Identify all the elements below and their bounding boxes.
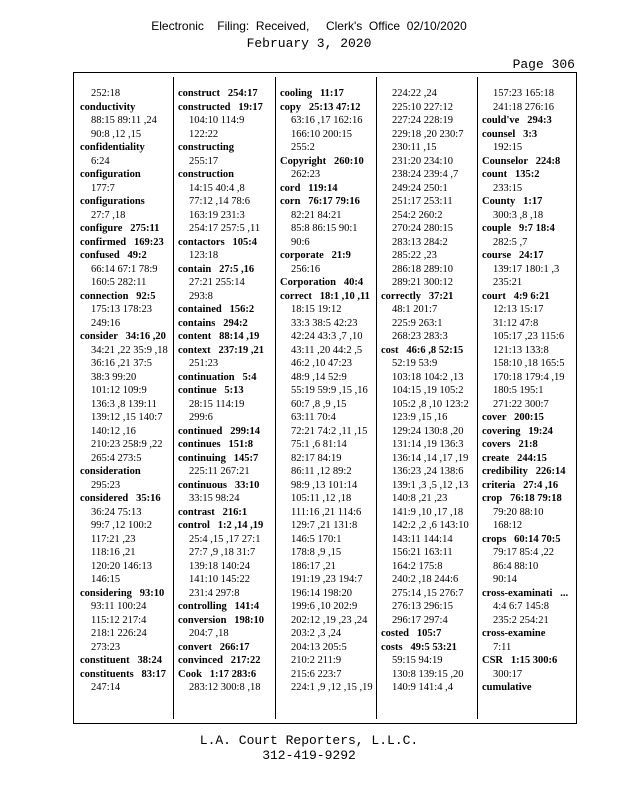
index-reference: 86:4 88:10 xyxy=(493,560,539,572)
index-reference: 268:23 283:3 xyxy=(392,331,448,342)
index-reference: 254:2 260:2 xyxy=(392,209,443,221)
index-reference: 111:16 ,21 114:6 xyxy=(291,506,362,518)
index-reference: 293:8 xyxy=(189,290,213,302)
index-reference: 63:11 70:4 xyxy=(291,412,336,423)
column-divider xyxy=(477,77,478,719)
index-reference: 93:11 100:24 xyxy=(91,601,147,612)
index-reference: 7:11 xyxy=(493,641,512,653)
index-reference: 4:4 6:7 145:8 xyxy=(493,601,550,612)
index-term: cross-examinati ... xyxy=(482,587,569,599)
index-term: costs 49:5 53:21 xyxy=(381,641,457,653)
index-reference: 186:17 ,21 xyxy=(291,560,336,572)
index-term: cost 46:6 ,8 52:15 xyxy=(381,344,464,356)
index-reference: 192:15 xyxy=(493,142,523,153)
index-reference: 247:14 xyxy=(91,682,121,693)
index-reference: 123:18 xyxy=(189,250,219,261)
index-reference: 103:18 104:2 ,13 xyxy=(392,371,464,383)
index-reference: 104:15 ,19 105:2 xyxy=(392,385,464,396)
index-term: contactors 105:4 xyxy=(178,236,258,248)
index-term: constituent 38:24 xyxy=(80,655,162,666)
index-reference: 225:10 227:12 xyxy=(392,101,453,113)
index-reference: 289:21 300:12 xyxy=(392,277,453,288)
index-reference: 33:3 38:5 42:23 xyxy=(291,317,358,329)
index-reference: 168:12 xyxy=(493,520,523,531)
index-reference: 177:7 xyxy=(91,182,115,194)
index-reference: 79:20 88:10 xyxy=(493,506,544,518)
index-reference: 115:12 217:4 xyxy=(91,614,147,626)
index-reference: 235:21 xyxy=(493,277,523,288)
index-reference: 170:18 179:4 ,19 xyxy=(493,371,565,383)
index-term: configure 275:11 xyxy=(80,223,160,234)
index-reference: 300:3 ,8 ,18 xyxy=(493,209,544,221)
index-reference: 225:11 267:21 xyxy=(189,466,250,477)
index-reference: 210:2 211:9 xyxy=(291,655,342,666)
index-reference: 90:8 ,12 ,15 xyxy=(91,128,142,140)
index-reference: 28:15 114:19 xyxy=(189,398,245,410)
index-reference: 231:4 297:8 xyxy=(189,587,240,599)
index-reference: 255:2 xyxy=(291,142,315,153)
index-reference: 130:8 139:15 ,20 xyxy=(392,668,464,680)
filing-date: February 3, 2020 xyxy=(246,36,372,51)
index-reference: 36:16 ,21 37:5 xyxy=(91,358,152,369)
index-reference: 146:15 xyxy=(91,574,121,585)
index-reference: 199:6 ,10 202:9 xyxy=(291,601,358,612)
index-term: confidentiality xyxy=(80,142,145,153)
index-term: construct 254:17 xyxy=(178,88,258,99)
index-reference: 251:17 253:11 xyxy=(392,196,453,207)
index-reference: 262:23 xyxy=(291,169,321,180)
index-reference: 27:7 ,9 ,18 31:7 xyxy=(189,547,256,558)
index-reference: 34:21 ,22 35:9 ,18 xyxy=(91,344,168,356)
index-term: cross-examine xyxy=(482,628,546,639)
index-reference: 18:15 19:12 xyxy=(291,304,342,315)
index-reference: 105:2 ,8 ,10 123:2 xyxy=(392,398,469,410)
index-term: correctly 37:21 xyxy=(381,290,454,302)
index-reference: 164:2 175:8 xyxy=(392,560,443,572)
index-column-4 xyxy=(381,87,469,695)
index-term: counsel 3:3 xyxy=(482,128,538,140)
index-reference: 146:5 170:1 xyxy=(291,533,342,545)
index-term: constructing xyxy=(178,142,234,153)
index-term: County 1:17 xyxy=(482,196,543,207)
index-reference: 136:14 ,14 ,17 ,19 xyxy=(392,452,469,464)
index-term: consider 34:16 ,20 xyxy=(80,331,166,342)
index-reference: 88:15 89:11 ,24 xyxy=(91,115,157,126)
index-reference: 270:24 280:15 xyxy=(392,223,453,234)
index-reference: 140:8 ,21 ,23 xyxy=(392,493,448,504)
index-reference: 98:9 ,13 101:14 xyxy=(291,479,358,491)
index-reference: 52:19 53:9 xyxy=(392,358,438,369)
index-term: CSR 1:15 300:6 xyxy=(482,655,558,666)
index-reference: 255:17 xyxy=(189,155,219,167)
index-term: continuing 145:7 xyxy=(178,452,259,464)
index-reference: 72:21 74:2 ,11 ,15 xyxy=(291,425,368,437)
index-term: covers 21:8 xyxy=(482,439,538,450)
index-reference: 225:9 263:1 xyxy=(392,317,443,329)
index-term: confused 49:2 xyxy=(80,250,147,261)
index-reference: 240:2 ,18 244:6 xyxy=(392,574,459,585)
index-reference: 218:1 226:24 xyxy=(91,628,147,639)
index-term: credibility 226:14 xyxy=(482,466,566,477)
index-reference: 66:14 67:1 78:9 xyxy=(91,263,158,275)
index-reference: 129:7 ,21 131:8 xyxy=(291,520,358,531)
index-reference: 117:21 ,23 xyxy=(91,533,136,545)
index-term: correct 18:1 ,10 ,11 xyxy=(280,290,370,302)
index-reference: 256:16 xyxy=(291,263,321,275)
index-reference: 157:23 165:18 xyxy=(493,88,554,99)
index-reference: 204:7 ,18 xyxy=(189,628,229,639)
index-term: corn 76:17 79:16 xyxy=(280,196,360,207)
index-reference: 63:16 ,17 162:16 xyxy=(291,115,363,126)
index-reference: 31:12 47:8 xyxy=(493,317,539,329)
index-reference: 254:17 257:5 ,11 xyxy=(189,223,261,234)
index-reference: 140:9 141:4 ,4 xyxy=(392,682,453,693)
index-reference: 59:15 94:19 xyxy=(392,655,443,666)
index-reference: 131:14 ,19 136:3 xyxy=(392,439,464,450)
index-reference: 235:2 254:21 xyxy=(493,614,549,626)
index-term: Corporation 40:4 xyxy=(280,277,364,288)
index-reference: 283:13 284:2 xyxy=(392,236,448,248)
filing-stamp: Electronic Filing: Received, Clerk's Office 02/10/2020 xyxy=(151,19,467,33)
index-term: considering 93:10 xyxy=(80,587,165,599)
index-reference: 129:24 130:8 ,20 xyxy=(392,425,464,437)
index-reference: 203:2 ,3 ,24 xyxy=(291,628,342,639)
index-reference: 141:10 145:22 xyxy=(189,574,250,585)
index-reference: 202:12 ,19 ,23 ,24 xyxy=(291,614,368,626)
index-reference: 142:2 ,2 ,6 143:10 xyxy=(392,520,469,531)
index-reference: 196:14 198:20 xyxy=(291,587,352,599)
index-reference: 27:7 ,18 xyxy=(91,209,126,221)
index-reference: 295:23 xyxy=(91,479,121,491)
index-term: covering 19:24 xyxy=(482,425,553,437)
index-reference: 143:11 144:14 xyxy=(392,533,453,545)
index-reference: 300:17 xyxy=(493,668,523,680)
index-reference: 48:9 ,14 52:9 xyxy=(291,371,347,383)
index-reference: 273:23 xyxy=(91,641,121,653)
index-reference: 227:24 228:19 xyxy=(392,115,453,126)
index-reference: 191:19 ,23 194:7 xyxy=(291,574,363,585)
index-term: constituents 83:17 xyxy=(80,668,167,680)
index-reference: 158:10 ,18 165:5 xyxy=(493,358,565,369)
index-term: construction xyxy=(178,169,234,180)
index-reference: 48:1 201:7 xyxy=(392,304,438,315)
index-term: crops 60:14 70:5 xyxy=(482,533,561,545)
index-term: couple 9:7 18:4 xyxy=(482,223,555,234)
index-reference: 90:14 xyxy=(493,574,517,585)
index-reference: 121:13 133:8 xyxy=(493,344,549,356)
index-term: contain 27:5 ,16 xyxy=(178,263,255,275)
index-term: contrast 216:1 xyxy=(178,506,248,518)
index-column-1 xyxy=(80,87,168,695)
index-reference: 136:3 ,8 139:11 xyxy=(91,398,157,410)
index-reference: 156:21 163:11 xyxy=(392,547,453,558)
index-reference: 224:1 ,9 ,12 ,15 ,19 xyxy=(291,682,373,693)
index-reference: 275:14 ,15 276:7 xyxy=(392,587,464,599)
index-reference: 249:24 250:1 xyxy=(392,182,448,194)
index-term: continuous 33:10 xyxy=(178,479,260,491)
index-term: continuation 5:4 xyxy=(178,371,257,383)
index-reference: 251:23 xyxy=(189,358,219,369)
index-reference: 82:17 84:19 xyxy=(291,452,342,464)
index-reference: 285:22 ,23 xyxy=(392,250,437,261)
index-term: Counselor 224:8 xyxy=(482,155,561,167)
index-reference: 233:15 xyxy=(493,182,523,194)
index-reference: 86:11 ,12 89:2 xyxy=(291,466,352,477)
index-reference: 282:5 ,7 xyxy=(493,236,528,248)
index-term: Copyright 260:10 xyxy=(280,155,364,167)
index-reference: 42:24 43:3 ,7 ,10 xyxy=(291,331,363,342)
index-reference: 283:12 300:8 ,18 xyxy=(189,682,261,693)
index-reference: 139:18 140:24 xyxy=(189,560,250,572)
index-reference: 77:12 ,14 78:6 xyxy=(189,196,250,207)
index-reference: 99:7 ,12 100:2 xyxy=(91,520,152,531)
index-reference: 105:17 ,23 115:6 xyxy=(493,331,565,342)
index-reference: 105:11 ,12 ,18 xyxy=(291,493,352,504)
index-term: court 4:9 6:21 xyxy=(482,290,550,302)
index-reference: 204:13 205:5 xyxy=(291,641,347,653)
index-reference: 82:21 84:21 xyxy=(291,209,342,221)
index-term: context 237:19 ,21 xyxy=(178,344,265,356)
index-term: confirmed 169:23 xyxy=(80,236,164,248)
index-reference: 231:20 234:10 xyxy=(392,155,453,167)
index-term: convert 266:17 xyxy=(178,641,250,653)
index-reference: 224:22 ,24 xyxy=(392,88,437,99)
index-reference: 123:9 ,15 ,16 xyxy=(392,412,448,423)
index-reference: 178:8 ,9 ,15 xyxy=(291,547,342,558)
index-reference: 136:23 ,24 138:6 xyxy=(392,466,464,477)
index-reference: 6:24 xyxy=(91,155,110,167)
index-term: Cook 1:17 283:6 xyxy=(178,668,257,680)
index-term: cumulative xyxy=(482,682,532,693)
index-term: configurations xyxy=(80,196,145,207)
column-divider xyxy=(275,77,276,719)
index-reference: 12:13 15:17 xyxy=(493,304,544,315)
index-reference: 75:1 ,6 81:14 xyxy=(291,439,347,450)
index-reference: 166:10 200:15 xyxy=(291,128,352,140)
index-reference: 139:1 ,3 ,5 ,12 ,13 xyxy=(392,479,469,491)
index-reference: 139:12 ,15 140:7 xyxy=(91,412,163,423)
index-column-2 xyxy=(178,87,264,695)
index-reference: 90:6 xyxy=(291,236,310,248)
index-reference: 271:22 300:7 xyxy=(493,398,549,410)
index-column-3 xyxy=(280,87,373,695)
index-reference: 215:6 223:7 xyxy=(291,668,342,680)
index-reference: 38:3 99:20 xyxy=(91,371,137,383)
index-reference: 120:20 146:13 xyxy=(91,560,152,572)
index-reference: 160:5 282:11 xyxy=(91,277,147,288)
index-reference: 25:4 ,15 ,17 27:1 xyxy=(189,533,261,545)
index-reference: 46:2 ,10 47:23 xyxy=(291,358,352,369)
index-term: continues 151:8 xyxy=(178,439,253,450)
index-term: cover 200:15 xyxy=(482,412,544,423)
index-term: connection 92:5 xyxy=(80,290,156,302)
index-reference: 299:6 xyxy=(189,412,213,423)
court-reporter-name: L.A. Court Reporters, L.L.C. xyxy=(199,733,419,748)
page-number: Page 306 xyxy=(512,57,575,72)
index-reference: 36:24 75:13 xyxy=(91,506,142,518)
index-reference: 141:9 ,10 ,17 ,18 xyxy=(392,506,464,518)
index-term: create 244:15 xyxy=(482,452,547,464)
index-term: could've 294:3 xyxy=(482,115,552,126)
column-divider xyxy=(173,77,174,719)
index-term: contained 156:2 xyxy=(178,304,255,315)
index-reference: 180:5 195:1 xyxy=(493,385,544,396)
index-term: constructed 19:17 xyxy=(178,101,263,113)
index-term: controlling 141:4 xyxy=(178,601,260,612)
index-term: control 1:2 ,14 ,19 xyxy=(178,520,264,531)
index-frame xyxy=(73,72,577,724)
index-reference: 33:15 98:24 xyxy=(189,493,240,504)
index-term: contains 294:2 xyxy=(178,317,248,329)
index-term: criteria 27:4 ,16 xyxy=(482,479,559,491)
index-term: continued 299:14 xyxy=(178,425,260,437)
index-reference: 175:13 178:23 xyxy=(91,304,152,315)
index-reference: 252:18 xyxy=(91,88,121,99)
index-term: course 24:17 xyxy=(482,250,544,261)
index-reference: 27:21 255:14 xyxy=(189,277,245,288)
index-reference: 14:15 40:4 ,8 xyxy=(189,182,245,194)
index-term: crop 76:18 79:18 xyxy=(482,493,562,504)
index-reference: 118:16 ,21 xyxy=(91,547,136,558)
index-term: convinced 217:22 xyxy=(178,655,261,666)
index-reference: 276:13 296:15 xyxy=(392,601,453,612)
index-term: corporate 21:9 xyxy=(280,250,351,261)
column-divider xyxy=(376,77,377,719)
index-reference: 249:16 xyxy=(91,317,121,329)
index-term: configuration xyxy=(80,169,141,180)
index-term: content 88:14 ,19 xyxy=(178,331,260,342)
index-reference: 122:22 xyxy=(189,128,219,140)
index-reference: 229:18 ,20 230:7 xyxy=(392,128,464,140)
index-reference: 101:12 109:9 xyxy=(91,385,147,396)
index-term: count 135:2 xyxy=(482,169,540,180)
index-reference: 139:17 180:1 ,3 xyxy=(493,263,560,275)
index-reference: 60:7 ,8 ,9 ,15 xyxy=(291,398,347,410)
index-reference: 163:19 231:3 xyxy=(189,209,245,221)
index-reference: 230:11 ,15 xyxy=(392,142,437,153)
index-term: continue 5:13 xyxy=(178,385,244,396)
index-term: considered 35:16 xyxy=(80,493,161,504)
index-term: conversion 198:10 xyxy=(178,614,265,626)
index-reference: 79:17 85:4 ,22 xyxy=(493,547,554,558)
index-reference: 85:8 86:15 90:1 xyxy=(291,223,358,234)
index-reference: 140:12 ,16 xyxy=(91,425,136,437)
index-term: costed 105:7 xyxy=(381,628,442,639)
index-reference: 265:4 273:5 xyxy=(91,452,142,464)
index-term: cord 119:14 xyxy=(280,182,338,194)
index-term: copy 25:13 47:12 xyxy=(280,101,361,113)
index-term: cooling 11:17 xyxy=(280,88,344,99)
court-reporter-phone: 312-419-9292 xyxy=(262,748,356,763)
index-column-5 xyxy=(482,87,568,695)
index-reference: 55:19 59:9 ,15 ,16 xyxy=(291,385,368,396)
index-reference: 43:11 ,20 44:2 ,5 xyxy=(291,344,363,356)
index-term: consideration xyxy=(80,466,141,477)
index-reference: 286:18 289:10 xyxy=(392,263,453,275)
index-reference: 210:23 258:9 ,22 xyxy=(91,439,163,450)
index-reference: 104:10 114:9 xyxy=(189,115,245,126)
index-reference: 238:24 239:4 ,7 xyxy=(392,169,459,180)
index-term: conductivity xyxy=(80,101,136,113)
index-reference: 241:18 276:16 xyxy=(493,101,554,113)
index-reference: 296:17 297:4 xyxy=(392,614,448,626)
